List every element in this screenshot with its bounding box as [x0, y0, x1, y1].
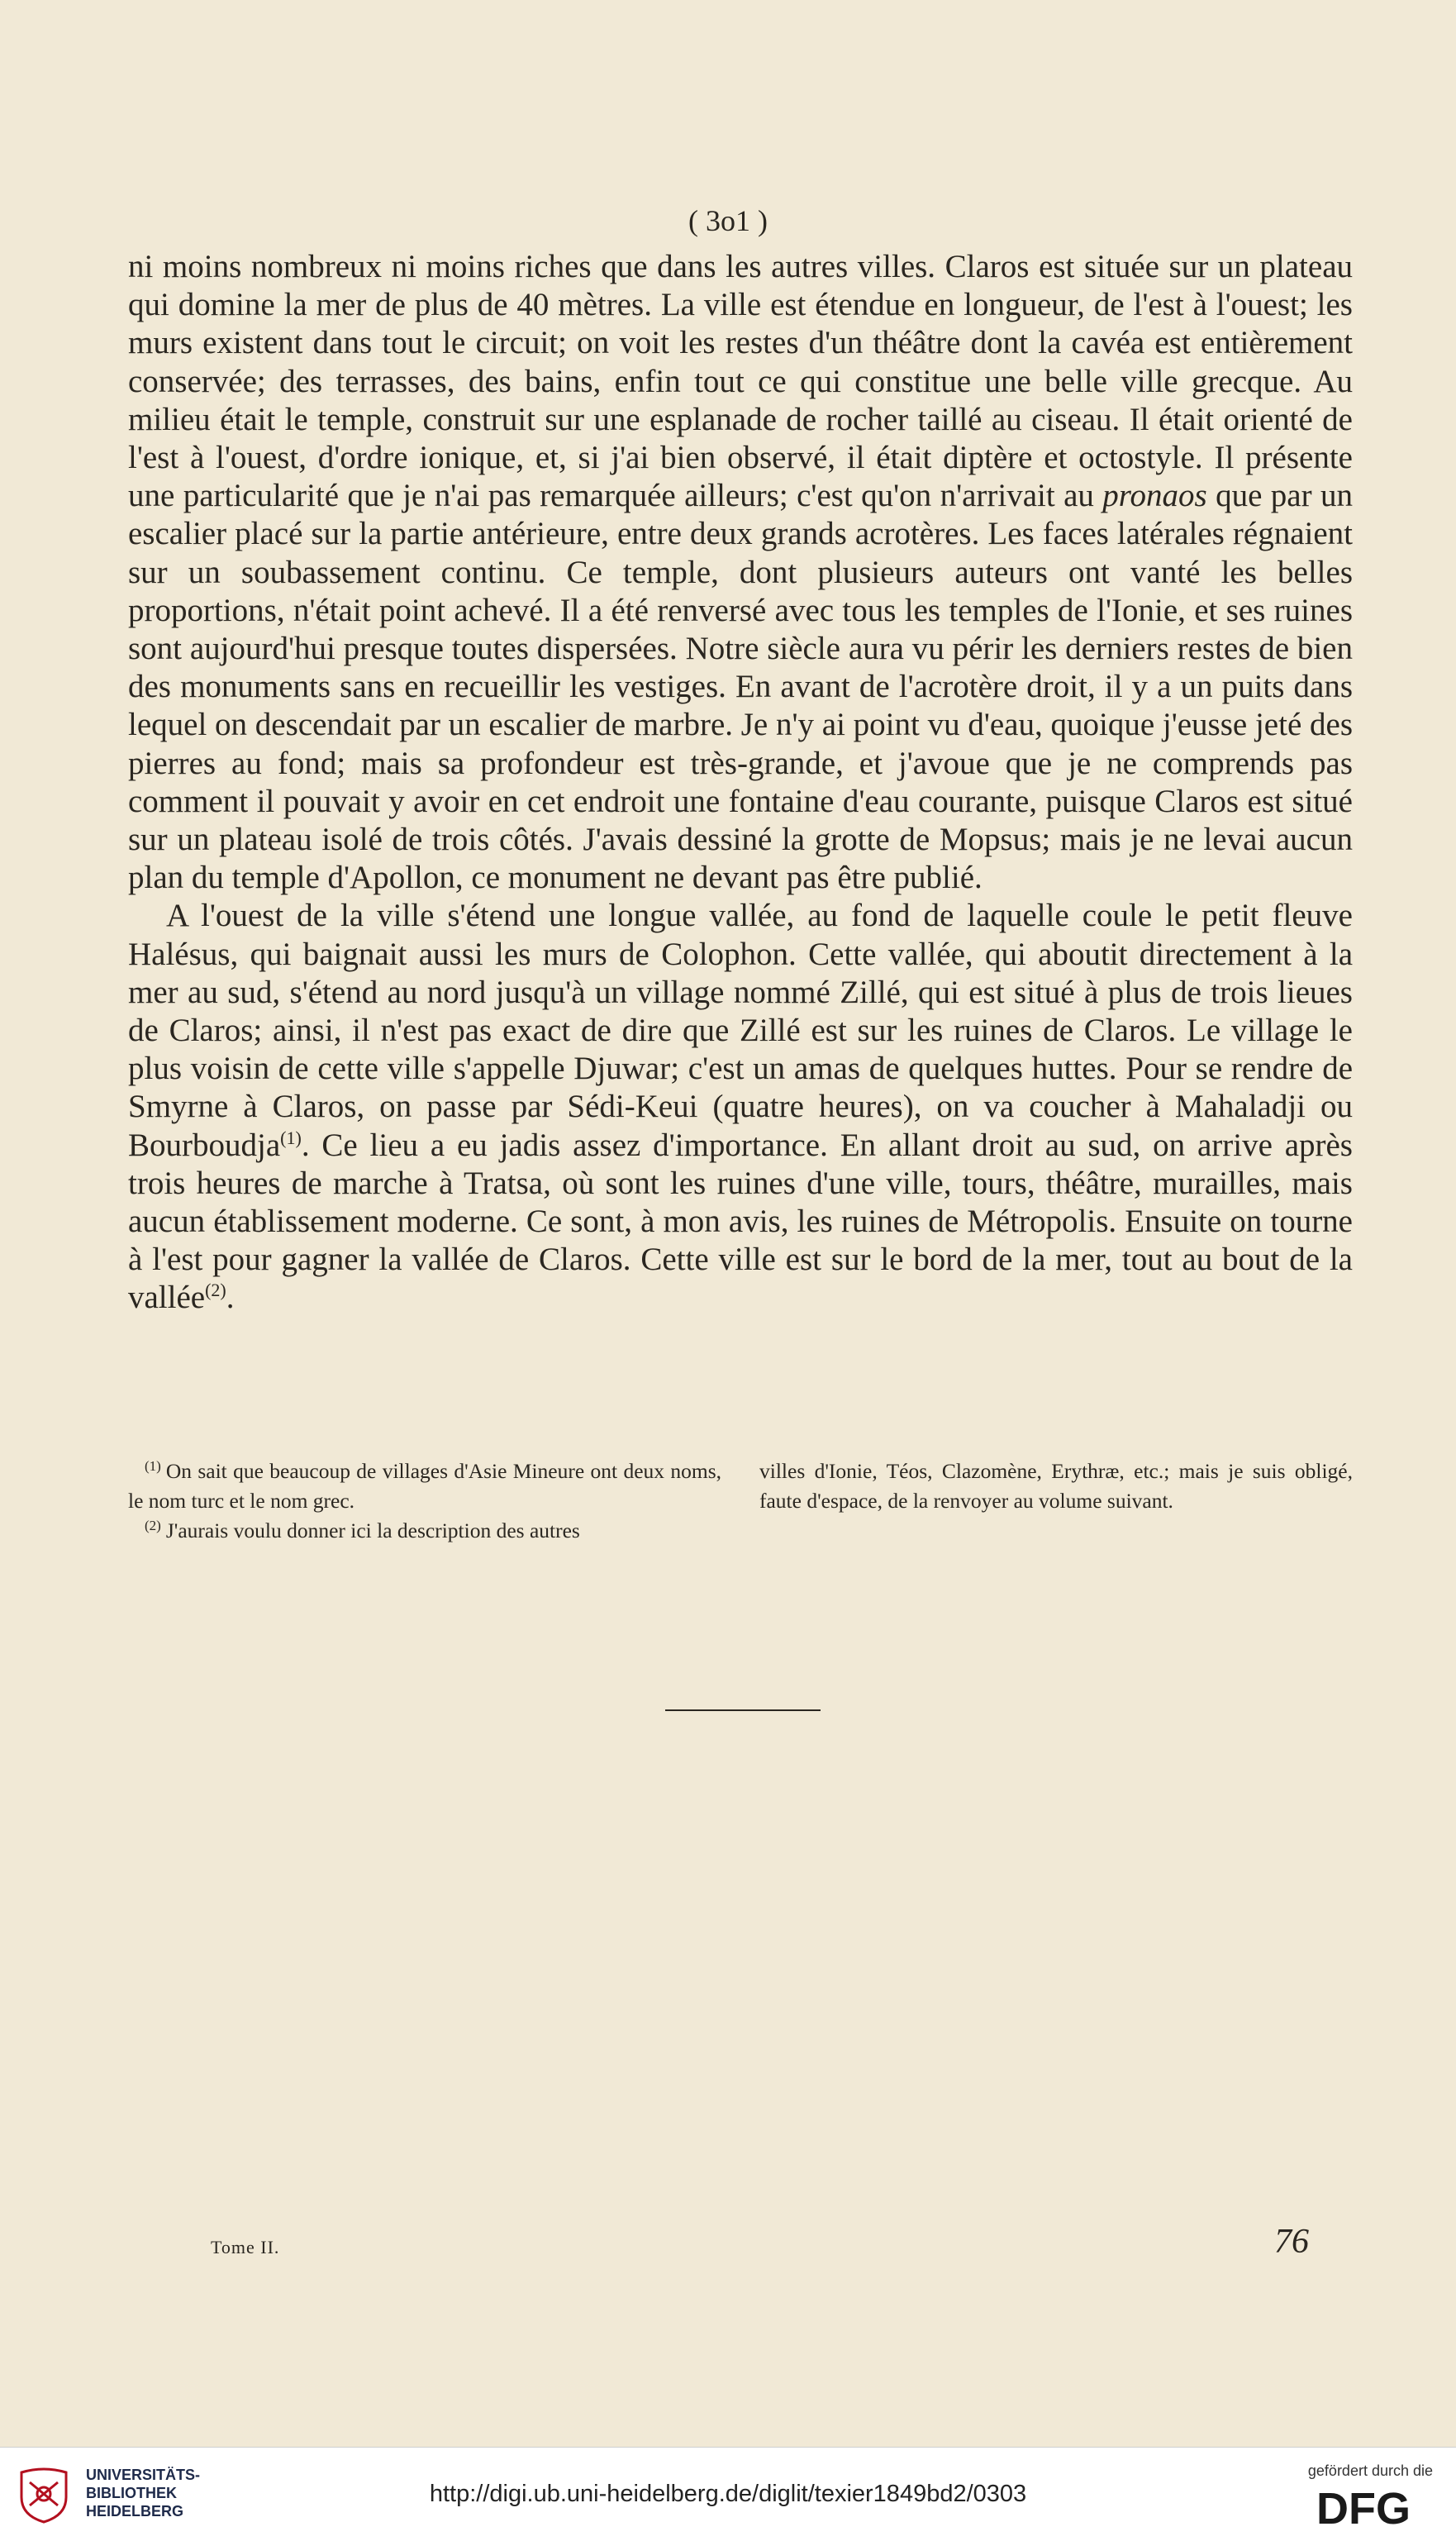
footnote-text: villes d'Ionie, Téos, Clazomène, Erythræ, etc.; mais je suis obligé, faute d'espace, de la renvoyer au volume suivant. — [759, 1459, 1353, 1513]
viewer-footer — [0, 2447, 1456, 2541]
text-run: ni moins nombreux ni moins riches que dans les autres villes. Claros est située sur un plateau qui domine la mer de plus de 40 mètres. La ville est étendue en longueur, de l'est à l'ouest; les murs existent dans tout le circuit; on voit les restes d'un théâtre dont la cavéa est entièrement conservée; des terrasses, des bains, enfin tout ce qui constitue une belle ville grecque. Au milieu était le temple, construit sur une esplanade de rocher taillé au ciseau. Il était orienté de l'est à l'ouest, d'ordre ionique, et, si j'ai bien observé, il était diptère et octostyle. Il présente une particularité que je n'ai pas remarquée ailleurs; c'est qu'on n'arrivait au — [128, 249, 1353, 514]
footnote-continuation — [759, 1456, 1353, 1516]
signature-volume: Tome II. — [211, 2237, 280, 2257]
funding-note: gefördert durch die — [1307, 2462, 1433, 2479]
institution-line: HEIDELBERG — [86, 2503, 184, 2520]
institution-line: BIBLIOTHEK — [86, 2485, 177, 2501]
paragraph — [128, 248, 1353, 897]
text-run: . Ce lieu a eu jadis assez d'importance. En allant droit au sud, on arrive après trois heures de marche à Tratsa, où sont les ruines d'une ville, tours, théâtre, murailles, mais aucun établissement moderne. Ce sont, à mon avis, les ruines de Métropolis. Ensuite on tourne à l'est pour gagner la vallée de Claros. Cette ville est sur le bord de la mer, tout au bout de la vallée — [128, 1127, 1353, 1316]
footnote-ref[interactable]: (2) — [205, 1280, 226, 1301]
page-number: ( 3o1 ) — [688, 204, 768, 237]
footnotes — [128, 1456, 1353, 1546]
paragraph — [128, 897, 1353, 1317]
footnote-mark: (2) — [145, 1517, 161, 1533]
footnote-mark: (1) — [145, 1457, 161, 1474]
dfg-logo-text: DFG — [1316, 2484, 1411, 2532]
footnote — [128, 1456, 721, 1516]
text-run: . — [226, 1280, 235, 1316]
permalink-url[interactable]: http://digi.ub.uni-heidelberg.de/diglit/texier1849bd2/0303 — [429, 2481, 1027, 2507]
body-text — [128, 248, 1353, 1318]
footnote-text: J'aurais voulu donner ici la description des autres — [165, 1518, 580, 1542]
italic-term: pronaos — [1102, 478, 1207, 514]
section-divider — [665, 1709, 821, 1711]
footnote-ref[interactable]: (1) — [280, 1127, 302, 1148]
dfg-logo-icon[interactable] — [1289, 2482, 1438, 2532]
institution-line: UNIVERSITÄTS- — [86, 2467, 201, 2483]
footnote-column-right — [759, 1456, 1353, 1546]
footnote — [128, 1516, 721, 1546]
footnote-column-left — [128, 1456, 721, 1546]
text-run: A l'ouest de la ville s'étend une longue vallée, au fond de laquelle coule le petit fleuve Halésus, qui baignait aussi les murs de Colophon. Cette vallée, qui aboutit directement à la mer au sud, s'étend au nord jusqu'à un village nommé Zillé, qui est situé à plus de trois lieues de Claros; ainsi, il n'est pas exact de dire que Zillé est sur les ruines de Claros. Le village le plus voisin de cette ville s'appelle Djuwar; c'est un amas de quelques huttes. Pour se rendre de Smyrne à Claros, on passe par Sédi-Keui (quatre heures), on va coucher à Mahaladji ou Bourboudja — [128, 898, 1353, 1163]
footnote-text: On sait que beaucoup de villages d'Asie Mineure ont deux noms, le nom turc et le nom grec. — [128, 1459, 721, 1513]
text-run: que par un escalier placé sur la partie antérieure, entre deux grands acrotères. Les faces latérales régnaient sur un soubassement continu. Ce temple, dont plusieurs auteurs ont vanté les belles proportions, n'était point achevé. Il a été renversé avec tous les temples de l'Ionie, et ses ruines sont aujourd'hui presque toutes dispersées. Notre siècle aura vu périr les derniers restes de bien des monuments sans en recueillir les vestiges. En avant de l'acrotère droit, il y a un puits dans lequel on descendait par un escalier de marbre. Je n'y ai point vu d'eau, quoique j'eusse jeté des pierres au fond; mais sa profondeur est très-grande, et j'avoue que je ne comprends pas comment il pouvait y avoir en cet endroit une fontaine d'eau courante, puisque Claros est situé sur un plateau isolé de trois côtés. J'avais dessiné la grotte de Mopsus; mais je ne levai aucun plan du temple d'Apollon, ce monument ne devant pas être publié. — [128, 478, 1353, 896]
signature-number: 76 — [1274, 2223, 1309, 2261]
